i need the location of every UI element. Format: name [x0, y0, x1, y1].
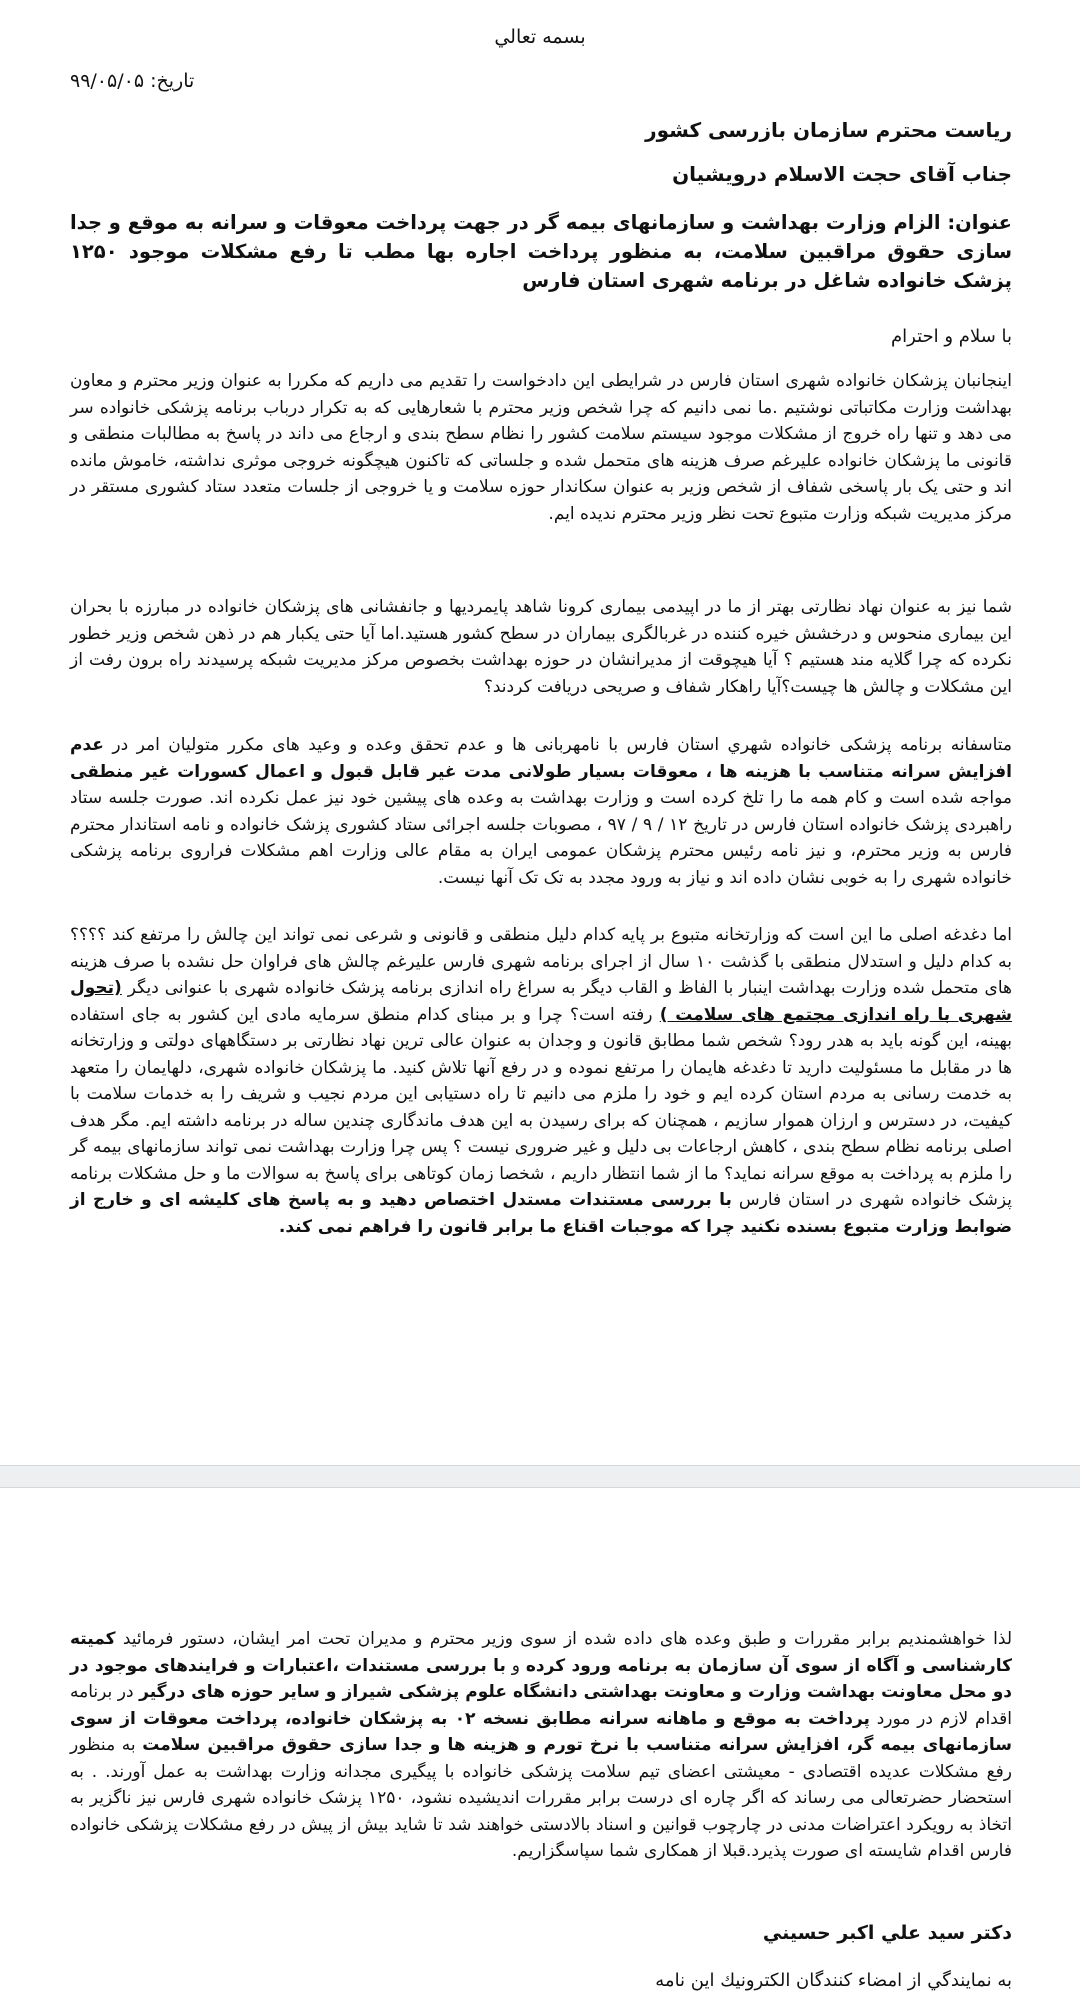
paragraph-3-text-c: مواجه شده است و کام همه ما را تلخ کرده است و وزارت بهداشت به وعده های پیشین خود نیز عمل نکرده اند. صورت جلسه ستاد راهبردی پزشک خانواده استان فارس در تاریخ ۱۲ / ۹ / ۹۷ ، مصوبات جلسه اجرائی ستاد کشوری پزشک خانواده و نامه استاندار محترم فارس به وزیر محترم، و نیز نامه رئیس محترم پزشکان عمومی ایران به مقام عالی وزارت اهم مشکلات فراروی برنامه پزشکی خانواده شهری را به خوبی نشان داده اند و نیاز به ورود مجدد به تک تک آنها نیست.	[70, 788, 1012, 888]
paragraph-4-bold: با بررسی مستندات مستدل اختصاص دهید و به پاسخ های کلیشه ای و خارج از ضوابط وزارت متبوع بسنده نکنید چرا که موجبات اقناع ما برابر قانون را فراهم نمی کند.	[70, 1190, 1012, 1237]
paragraph-5-bold-2: با بررسی مستندات ،اعتبارات و فرایندهای موجود در دو محل معاونت بهداشت وزارت و معاونت بهداشتی دانشگاه علوم پزشکی شیراز و سایر حوزه های درگیر	[70, 1655, 1012, 1702]
paragraph-3-bold: عدم افزایش سرانه متناسب با هزینه ها ، معوقات بسیار طولانی مدت غیر قابل قبول و اعمال کسورات غیر منطقی	[70, 735, 1012, 782]
paragraph-5-bold-3: پرداخت به موقع و ماهانه سرانه مطابق نسخه ۰۲ به پزشکان خانواده، پرداخت معوقات از سوی سازمانهای بیمه گر، افزایش سرانه متناسب با نرخ تورم و هزینه ها و جدا سازی حقوق مراقبین سلامت	[70, 1708, 1012, 1755]
paragraph-5-bold-1: کمیته کارشناسی و آگاه از سوی آن سازمان به برنامه ورود کرده	[70, 1629, 1012, 1676]
paragraph-5	[70, 1626, 1012, 1865]
addressee-person: جناب آقای حجت الاسلام درویشیان	[672, 162, 1012, 186]
paragraph-5-text-e: در برنامه اقدام لازم در مورد	[70, 1682, 1012, 1729]
greeting: با سلام و احترام	[891, 326, 1012, 347]
date-line	[70, 70, 194, 92]
paragraph-5-text-c: و	[505, 1655, 526, 1676]
paragraph-3-text-a: متاسفانه برنامه پزشکی خانواده شهري استان فارس با نامهربانی ها و عدم تحقق وعده و وعید های مکرر متولیان امر در	[103, 735, 1012, 755]
signature-name: دکتر سید علي اکبر حسیني	[762, 1922, 1012, 1944]
paragraph-5-text-a: لذا خواهشمندیم برابر مقررات و طبق وعده های داده شده از سوی وزیر محترم و مدیران تحت امر ایشان، دستور فرمائید	[115, 1629, 1012, 1649]
paragraph-4-underlined: (تحول شهری با راه اندازی مجتمع های سلامت )	[70, 978, 1012, 1025]
page-separator	[0, 1465, 1080, 1488]
date-value: ۹۹/۰۵/۰۵	[70, 70, 145, 92]
paragraph-3	[70, 732, 1012, 891]
paragraph-4-text-c: رفته است؟ چرا و بر مبنای کدام منطق سرمایه مادی این کشور به جای استفاده بهینه، این گونه باید به هدر رود؟ شخص شما مطابق قانون و وجدان به عنوان عالی ترین نهاد نظارتی بر دستگاههای دولتی و وزارتخانه ها در مقابل ما مسئولیت دارید تا دغدغه هایمان را مرتفع نموده و در رفع آنها تلاش کنید. ما پزشکان خانواده شهری، دلهایمان را متعهد به خدمت رسانی به مردم استان کرده ایم و خود را ملزم می دانیم تا راه دستیابی این مردم نجیب و شریف را به خدمات سلامت با کیفیت، در دسترس و ارزان هموار سازیم ، همچنان که برای رسیدن به این هدف ماندگاری چندین ساله در برنامه داشته ایم. مگر هدف اصلی برنامه نظام سطح بندی ، کاهش ارجاعات بی دلیل و غیر ضروری نیست ؟ پس چرا وزارت بهداشت نمی تواند سازمانهای بیمه گر را ملزم به پرداخت به موقع سرانه نماید؟ ما از شما انتظار داریم ، شخصا زمان کوتاهی برای پاسخ به سوالات ما و حل مشکلات برنامه پزشک خانواده شهری در استان فارس	[70, 1004, 1012, 1210]
letter-subject: عنوان: الزام وزارت بهداشت و سازمانهای بیمه گر در جهت پرداخت معوقات و سرانه به موقع و جدا سازی حقوق مراقبین سلامت، به منظور پرداخت اجاره بها مطب تا رفع مشکلات موجود ۱۲۵۰ پزشک خانواده شاغل در برنامه شهری استان فارس	[70, 211, 1012, 292]
paragraph-4	[70, 922, 1012, 1240]
paragraph-5-text-g: به منظور رفع مشکلات عدیده اقتصادی - معیشتی اعضای تیم سلامت پزشکی خانواده با پیگیری مجدانه وزارت بهداشت به عمل آورند. . به استحضار حضرتعالی می رساند که اگر چاره ای درست برابر مقررات اندیشیده نشود، ۱۲۵۰ پزشک خانواده شهری فارس نیز ناگزیر به اتخاذ به رویکرد اعتراضات مدنی در چارچوب قوانین و اسناد بالادستی خواهند شد تا شاید بیش از پیش در رفع مشکلات پزشکی خانواده فارس اقدام شایسته ای صورت پذیرد.قبلا از همکاری شما سپاسگزاریم.	[70, 1735, 1012, 1861]
signature-note: به نمایندگي از امضاء کنندگان الکترونیك این نامه	[655, 1970, 1012, 1991]
bismillah-heading: بسمه تعالي	[494, 26, 586, 48]
letter-page-2	[0, 1488, 1080, 2016]
addressee-organization: ریاست محترم سازمان بازرسی کشور	[645, 118, 1012, 142]
paragraph-1: اینجانبان پزشکان خانواده شهری استان فارس در شرایطی این دادخواست را تقدیم می داریم که مکررا به عنوان وزیر محترم و معاون بهداشت وزارت مکاتباتی نوشتیم .ما نمی دانیم که چرا شخص وزیر محترم با شعارهایی که به تکرار درباب برنامه پزشکی خانواده سر می دهد و تنها راه خروج از مشکلات موجود سیستم سلامت کشور را نظام سطح بندی و ارجاع می داند در پاسخ به مطالبات منطقی و قانونی ما پزشکان خانواده علیرغم صرف هزینه های متحمل شده و جلساتی که تاکنون هیچگونه خروجی موثری نداشته، خاموش مانده اند و حتی یک بار پاسخی شفاف از شخص وزیر به عنوان سکاندار حوزه سلامت و یا خروجی از جلسات متعدد ستاد کشوری مستقر در مرکز مدیریت شبکه وزارت متبوع تحت نظر وزیر محترم ندیده ایم.	[70, 371, 1012, 524]
date-label: تاریخ:	[150, 70, 195, 92]
paragraph-4-text-a: اما دغدغه اصلی ما این است که وزارتخانه متبوع بر پایه کدام دلیل منطقی و قانونی و شرعی نمی تواند این چالش را مرتفع کند ؟؟؟؟ به کدام دلیل و استدلال منطقی با گذشت ۱۰ سال از اجرای برنامه شهری فارس علیرغم چالش های فراوان حل نشده با صرف هزینه های متحمل شده وزارت بهداشت اینبار با الفاظ و القاب دیگر به سراغ راه اندازی برنامه پزشک خانواده شهری با عنوانی دیگر	[70, 925, 1013, 998]
paragraph-2: شما نیز به عنوان نهاد نظارتی بهتر از ما در اپیدمی بیماری کرونا شاهد پایمردیها و جانفشانی های پزشکان خانواده در مبارزه با بحران این بیماری منحوس و درخشش خیره کننده در غربالگری بیماران در سطح کشور هستید.اما آیا حتی یکبار هم در ذهن شخص وزیر خطور نکرده که چرا گلایه مند هستیم ؟ آیا هیچوقت از مدیرانشان در حوزه بهداشت بخصوص مرکز مدیریت شبکه پرسیدند راه برون رفت از این مشکلات و چالش ها چیست؟آیا راهکار شفاف و صریحی دریافت کردند؟	[70, 597, 1012, 697]
